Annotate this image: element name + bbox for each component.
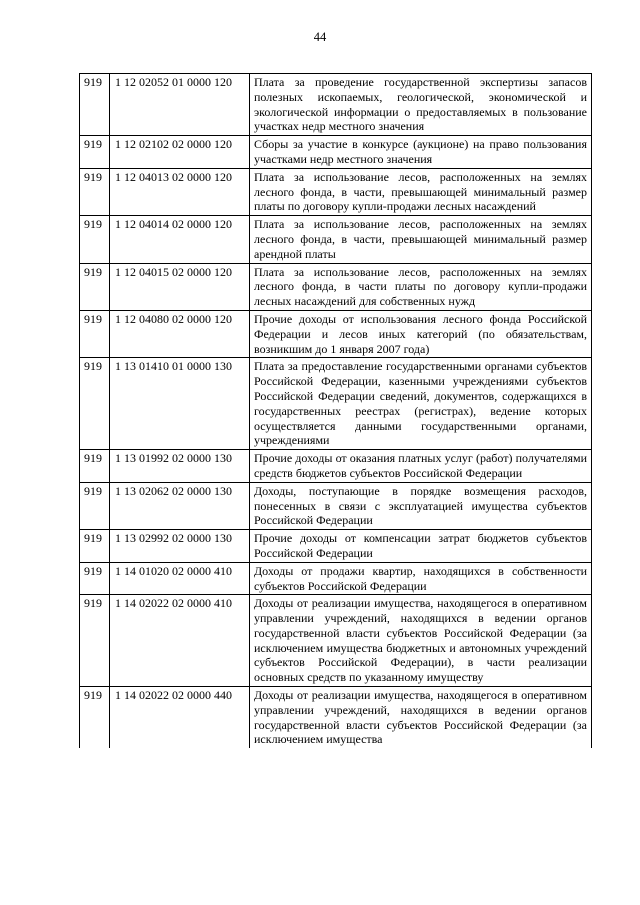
description-cell: Плата за предоставление государственными органами субъектов Российской Федерации, казенными учреждениями субъектов Российской Федерации сведений, документов, содержащихся в государственных реестрах (регистрах), ведение которых осуществляется данными государственными органами, учреждениями: [250, 358, 592, 450]
table-row: [80, 358, 592, 450]
description-cell: Прочие доходы от использования лесного фонда Российской Федерации и лесов иных категорий (по обязательствам, возникшим до 1 января 2007 года): [250, 310, 592, 357]
description-cell: Сборы за участие в конкурсе (аукционе) на право пользования участками недр местного значения: [250, 136, 592, 169]
budget-code-cell: 1 13 02062 02 0000 130: [110, 482, 250, 529]
table-row: [80, 562, 592, 595]
budget-code-cell: 1 13 02992 02 0000 130: [110, 530, 250, 563]
budget-code-cell: 1 12 04080 02 0000 120: [110, 310, 250, 357]
table-row: [80, 595, 592, 687]
description-cell: Плата за использование лесов, расположенных на землях лесного фонда, в части, превышающей минимальный размер арендной платы: [250, 216, 592, 263]
budget-code-cell: 1 12 02102 02 0000 120: [110, 136, 250, 169]
admin-code-cell: 919: [80, 168, 110, 215]
budget-code-cell: 1 12 04014 02 0000 120: [110, 216, 250, 263]
budget-code-cell: 1 12 02052 01 0000 120: [110, 74, 250, 136]
admin-code-cell: 919: [80, 263, 110, 310]
admin-code-cell: 919: [80, 216, 110, 263]
budget-code-cell: 1 13 01992 02 0000 130: [110, 450, 250, 483]
admin-code-cell: 919: [80, 310, 110, 357]
budget-code-cell: 1 14 02022 02 0000 410: [110, 595, 250, 687]
budget-code-cell: 1 12 04015 02 0000 120: [110, 263, 250, 310]
table-row: [80, 263, 592, 310]
table-row: [80, 74, 592, 136]
description-cell: Плата за использование лесов, расположенных на землях лесного фонда, в части, превышающей минимальный размер платы по договору купли-продажи лесных насаждений: [250, 168, 592, 215]
description-cell: Прочие доходы от оказания платных услуг (работ) получателями средств бюджетов субъектов Российской Федерации: [250, 450, 592, 483]
admin-code-cell: 919: [80, 450, 110, 483]
budget-code-cell: 1 13 01410 01 0000 130: [110, 358, 250, 450]
table-row: [80, 216, 592, 263]
description-cell: Доходы от реализации имущества, находящегося в оперативном управлении учреждений, находящихся в ведении органов государственной власти субъектов Российской Федерации (за исключением имущества: [250, 687, 592, 749]
description-cell: Доходы, поступающие в порядке возмещения расходов, понесенных в связи с эксплуатацией имущества субъектов Российской Федерации: [250, 482, 592, 529]
page-number: 44: [313, 30, 327, 44]
table-body: [80, 74, 592, 749]
table-row: [80, 482, 592, 529]
table-row: [80, 168, 592, 215]
revenue-codes-table: [79, 73, 592, 748]
description-cell: Плата за проведение государственной экспертизы запасов полезных ископаемых, геологической, экономической и экологической информации о предоставляемых в пользование участках недр местного значения: [250, 74, 592, 136]
admin-code-cell: 919: [80, 687, 110, 749]
table-row: [80, 530, 592, 563]
description-cell: Доходы от реализации имущества, находящегося в оперативном управлении учреждений, находящихся в ведении органов государственной власти субъектов Российской Федерации (за исключением имущества бюджетных и автономных учреждений субъектов Российской Федерации), в части реализации основных средств по указанному имуществу: [250, 595, 592, 687]
description-cell: Доходы от продажи квартир, находящихся в собственности субъектов Российской Федерации: [250, 562, 592, 595]
table-row: [80, 310, 592, 357]
admin-code-cell: 919: [80, 358, 110, 450]
budget-code-cell: 1 14 02022 02 0000 440: [110, 687, 250, 749]
table-row: [80, 687, 592, 749]
budget-code-cell: 1 12 04013 02 0000 120: [110, 168, 250, 215]
admin-code-cell: 919: [80, 595, 110, 687]
admin-code-cell: 919: [80, 530, 110, 563]
admin-code-cell: 919: [80, 482, 110, 529]
table-row: [80, 136, 592, 169]
admin-code-cell: 919: [80, 74, 110, 136]
budget-code-cell: 1 14 01020 02 0000 410: [110, 562, 250, 595]
table-row: [80, 450, 592, 483]
admin-code-cell: 919: [80, 136, 110, 169]
admin-code-cell: 919: [80, 562, 110, 595]
description-cell: Плата за использование лесов, расположенных на землях лесного фонда, в части платы по договору купли-продажи лесных насаждений для собственных нужд: [250, 263, 592, 310]
description-cell: Прочие доходы от компенсации затрат бюджетов субъектов Российской Федерации: [250, 530, 592, 563]
